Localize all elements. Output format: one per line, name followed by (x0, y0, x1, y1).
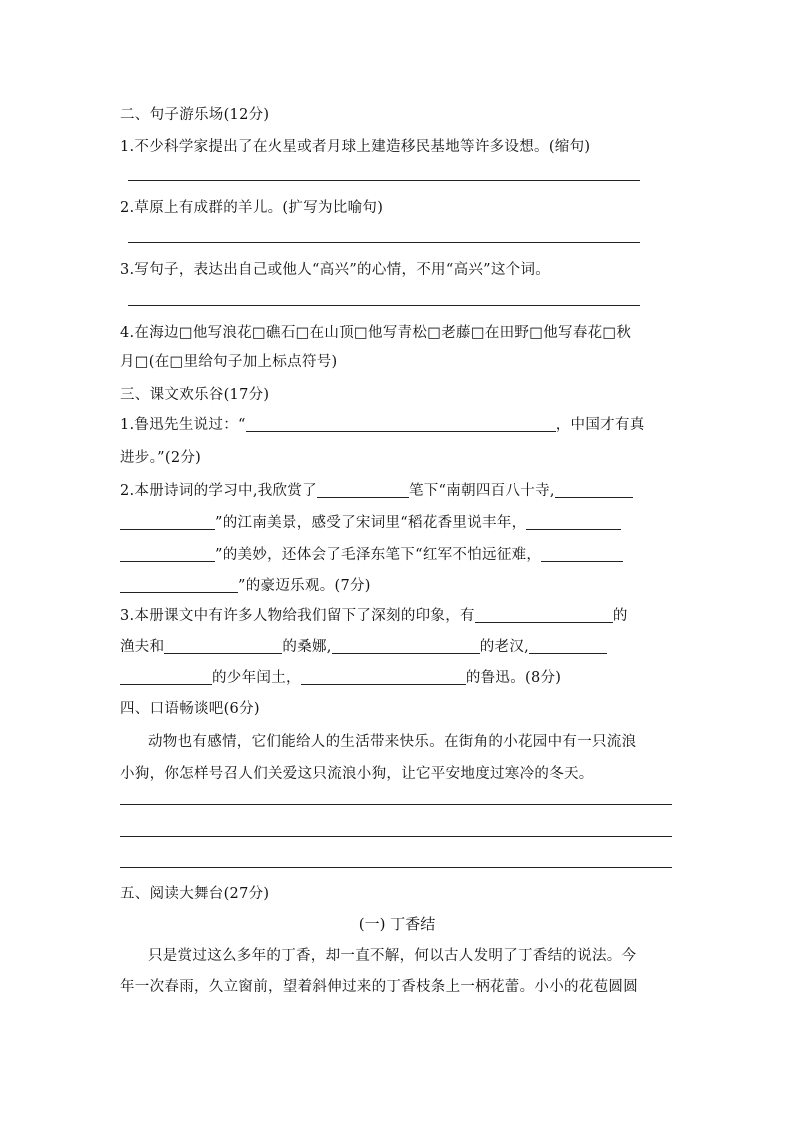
fill-blank[interactable] (526, 513, 621, 530)
question-3-3-line3 (120, 666, 561, 687)
question-3-2 (120, 479, 633, 500)
answer-line[interactable] (120, 804, 672, 805)
q3-3-text-c: 渔夫和 (120, 639, 165, 655)
section4-prompt-line2: 小狗，你怎样号召人们关爱这只流浪小狗，让它平安地度过寒冷的冬天。 (120, 766, 594, 782)
q3-1-text-b: ，中国才有真 (555, 417, 645, 433)
section2-heading: 二、句子游乐场(12分) (120, 107, 270, 123)
answer-line[interactable] (120, 867, 672, 868)
fill-blank[interactable] (120, 576, 238, 593)
q3-3-text-b: 的 (612, 608, 628, 624)
fill-blank[interactable] (475, 606, 613, 623)
fill-blank[interactable] (332, 637, 480, 654)
fill-blank[interactable] (120, 513, 215, 530)
fill-blank[interactable] (541, 545, 623, 562)
fill-blank[interactable] (529, 637, 607, 654)
fill-blank[interactable] (120, 668, 212, 685)
answer-line[interactable] (128, 242, 640, 243)
section4-heading: 四、口语畅谈吧(6分) (120, 701, 260, 717)
fill-blank[interactable] (555, 481, 633, 498)
question-3-2-line2 (120, 511, 621, 532)
passage-line2: 年一次春雨，久立窗前，望着斜伸过来的丁香枝条上一柄花蕾。小小的花苞圆圆 (120, 979, 638, 995)
answer-line[interactable] (128, 180, 640, 181)
q3-2-text-b: 笔下“南朝四百八十寺, (408, 483, 555, 499)
q3-3-text-a: 3.本册课文中有许多人物给我们留下了深刻的印象，有 (120, 608, 475, 624)
q3-1-text-a: 1.鲁迅先生说过：“ (120, 417, 246, 433)
q3-2-text-a: 2.本册诗词的学习中,我欣赏了 (120, 483, 317, 499)
section5-heading: 五、阅读大舞台(27分) (120, 886, 270, 902)
q3-2-text-c: ”的江南美景，感受了宋词里“稻花香里说丰年， (215, 515, 527, 531)
q3-2-text-d: ”的美妙，还体会了毛泽东笔下“红军不怕远征难， (215, 547, 542, 563)
q3-3-text-e: 的老汉, (479, 639, 530, 655)
fill-blank[interactable] (301, 668, 466, 685)
question-2-3: 3.写句子，表达出自己或他人“高兴”的心情，不用“高兴”这个词。 (120, 262, 551, 278)
question-3-1 (120, 413, 645, 434)
fill-blank[interactable] (246, 415, 556, 432)
question-2-1: 1.不少科学家提出了在火星或者月球上建造移民基地等许多设想。(缩句) (120, 139, 591, 155)
question-3-2-line3 (120, 543, 623, 564)
question-2-2: 2.草原上有成群的羊儿。(扩写为比喻句) (120, 200, 384, 216)
fill-blank[interactable] (317, 481, 409, 498)
question-3-3 (120, 604, 628, 625)
fill-blank[interactable] (120, 545, 215, 562)
answer-line[interactable] (128, 305, 640, 306)
q3-3-text-f: 的少年闰土， (212, 670, 301, 686)
section3-heading: 三、课文欢乐谷(17分) (120, 387, 270, 403)
answer-line[interactable] (120, 836, 672, 837)
passage-line1: 只是赏过这么多年的丁香，却一直不解，何以古人发明了丁香结的说法。今 (148, 948, 637, 964)
q3-3-text-d: 的桑娜, (282, 639, 332, 655)
question-3-3-line2 (120, 635, 607, 656)
question-2-4-line1: 4.在海边□他写浪花□礁石□在山顶□他写青松□老藤□在田野□他写春花□秋 (120, 325, 632, 341)
section4-prompt-line1: 动物也有感情，它们能给人的生活带来快乐。在街角的小花园中有一只流浪 (148, 734, 637, 750)
q3-3-text-g: 的鲁迅。(8分) (465, 670, 562, 686)
fill-blank[interactable] (164, 637, 282, 654)
q3-2-text-e: ”的豪迈乐观。(7分) (238, 578, 371, 594)
question-3-1-cont: 进步。”(2分) (120, 450, 202, 466)
question-2-4-line2: 月□(在□里给句子加上标点符号) (120, 354, 338, 370)
question-3-2-line4 (120, 574, 371, 595)
passage-title: (一) 丁香结 (358, 915, 436, 933)
